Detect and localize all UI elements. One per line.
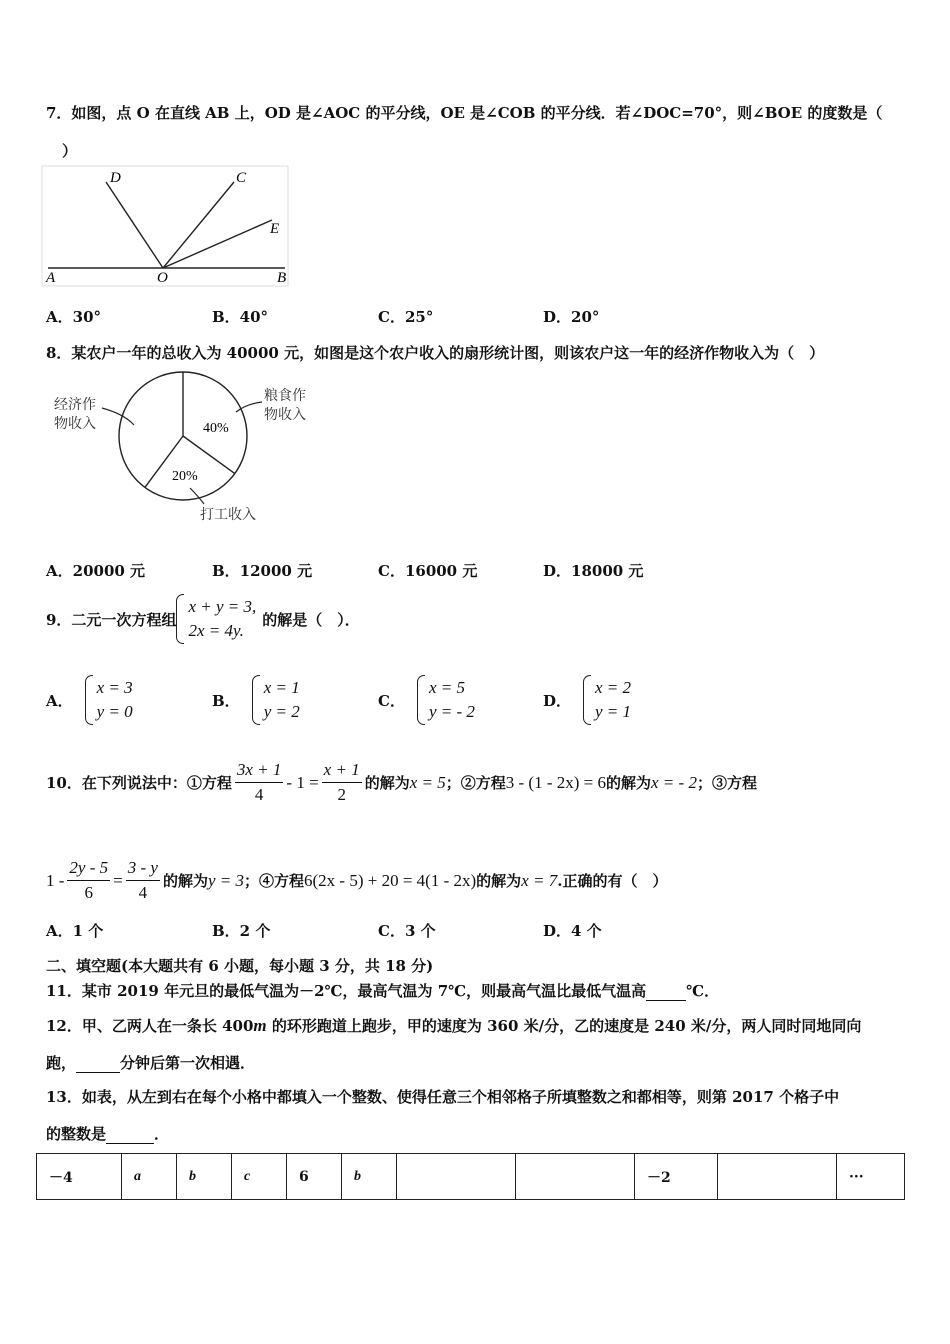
q10-frac3 bbox=[67, 858, 110, 903]
q10-t3: ；②方程 bbox=[445, 774, 506, 792]
q9-option-b[interactable] bbox=[212, 675, 300, 725]
q9-option-a-row1: x = 3 bbox=[96, 678, 133, 697]
q8-option-c[interactable]: C．16000 元 bbox=[378, 562, 478, 580]
q10-sol1: x = 5 bbox=[409, 772, 446, 792]
q10-frac1-den: 4 bbox=[254, 785, 264, 804]
q10-option-d[interactable]: D．4 个 bbox=[543, 922, 602, 940]
ray-oc bbox=[163, 182, 234, 268]
grid-cell-11: ··· bbox=[837, 1154, 905, 1200]
grid-cell-8 bbox=[516, 1154, 635, 1200]
q7-stem-end: ） bbox=[62, 142, 78, 160]
q10-frac4-num: 3 - y bbox=[126, 858, 160, 881]
q10-line1 bbox=[46, 760, 757, 805]
q8-option-d[interactable]: D．18000 元 bbox=[543, 562, 644, 580]
q10-frac1 bbox=[235, 760, 284, 805]
label-b: B bbox=[277, 270, 287, 286]
grid-cell-2: a bbox=[122, 1154, 177, 1200]
grid-cell-7 bbox=[397, 1154, 516, 1200]
q10-eq2: 3 - (1 - 2x) = 6 bbox=[505, 772, 606, 792]
q9-system bbox=[176, 594, 256, 644]
q9-option-c-row1: x = 5 bbox=[428, 678, 465, 697]
q7-option-b[interactable]: B．40° bbox=[212, 308, 269, 326]
q9-system-row2: 2x = 4y. bbox=[188, 621, 244, 640]
q10-frac2-den: 2 bbox=[337, 785, 346, 804]
q10-t9: .正确的有（ ） bbox=[557, 872, 668, 890]
q9-option-b-row2: y = 2 bbox=[263, 702, 300, 721]
q9-stem bbox=[46, 594, 360, 644]
label-grain-line2: 物收入 bbox=[264, 407, 306, 423]
grid-cell-6: b bbox=[342, 1154, 397, 1200]
q9-option-a[interactable] bbox=[46, 675, 133, 725]
q10-t8: 的解为 bbox=[476, 872, 522, 890]
q13-number-grid bbox=[36, 1153, 905, 1200]
q11-suffix: ℃． bbox=[686, 982, 720, 1000]
q8-pie-chart bbox=[40, 362, 340, 530]
label-economic-line2: 物收入 bbox=[54, 416, 96, 432]
q9-option-a-letter: A． bbox=[46, 691, 73, 710]
ray-od bbox=[106, 182, 163, 268]
grid-cell-9: －2 bbox=[635, 1154, 718, 1200]
grid-cell-10 bbox=[718, 1154, 837, 1200]
q10-t1: 10．在下列说法中：①方程 bbox=[46, 774, 232, 792]
q9-option-d-row2: y = 1 bbox=[595, 702, 632, 721]
grid-cell-5: 6 bbox=[287, 1154, 342, 1200]
grid-cell-4: c bbox=[232, 1154, 287, 1200]
q10-t2: 的解为 bbox=[364, 774, 410, 792]
q11-text: 11．某市 2019 年元旦的最低气温为－2℃，最高气温为 7℃，则最高气温比最低气温高 bbox=[46, 982, 647, 1000]
q10-sol2: x = - 2 bbox=[651, 772, 697, 792]
q12-line1-a: 12．甲、乙两人在一条长 400 bbox=[46, 1017, 254, 1035]
label-grain-line1: 粮食作 bbox=[264, 388, 306, 404]
q9-option-c-letter: C． bbox=[378, 691, 405, 710]
q10-frac4-den: 4 bbox=[138, 883, 148, 902]
q10-frac3-den: 6 bbox=[84, 883, 94, 902]
q10-t4: 的解为 bbox=[606, 774, 652, 792]
label-d: D bbox=[110, 170, 121, 186]
leader-economic bbox=[102, 408, 134, 425]
q9-option-d-letter: D． bbox=[543, 691, 572, 710]
q8-stem: 8．某农户一年的总收入为 40000 元，如图是这个农户收入的扇形统计图，则该农户这一年的经济作物收入为（ ） bbox=[46, 344, 825, 362]
q12-line2-a: 跑， bbox=[46, 1054, 77, 1072]
q10-eq4: 6(2x - 5) + 20 = 4(1 - 2x) bbox=[304, 870, 477, 890]
q13-answer-blank[interactable] bbox=[106, 1125, 154, 1144]
label-work: 打工收入 bbox=[200, 507, 256, 523]
q9-option-d-row1: x = 2 bbox=[595, 678, 632, 697]
q7-option-d[interactable]: D．20° bbox=[543, 308, 600, 326]
grid-cell-1: －4 bbox=[37, 1154, 122, 1200]
q10-pre: 1 - bbox=[46, 870, 65, 890]
q12-unit: m bbox=[253, 1016, 267, 1035]
q9-option-d[interactable] bbox=[543, 675, 631, 725]
q10-sol4: x = 7 bbox=[521, 870, 558, 890]
q10-option-b[interactable]: B．2 个 bbox=[212, 922, 271, 940]
label-o: O bbox=[157, 270, 168, 286]
q12-line2 bbox=[46, 1052, 255, 1073]
q10-t7: ；④方程 bbox=[244, 872, 305, 890]
q10-frac2 bbox=[322, 760, 362, 805]
q7-option-c[interactable]: C．25° bbox=[378, 308, 434, 326]
q8-option-b[interactable]: B．12000 元 bbox=[212, 562, 313, 580]
leader-work bbox=[190, 488, 204, 504]
q13-line2-a: 的整数是 bbox=[46, 1125, 107, 1143]
q10-eqs: = bbox=[113, 870, 123, 890]
q7-stem: 7．如图，点 O 在直线 AB 上，OD 是∠AOC 的平分线，OE 是∠COB 的平分线．若∠DOC=70°，则∠BOE 的度数是（ bbox=[46, 104, 883, 122]
q13-line2-b: ． bbox=[154, 1125, 170, 1143]
q9-system-row1: x + y = 3, bbox=[188, 597, 257, 616]
slice-label-grain-pct: 40% bbox=[203, 421, 229, 436]
q10-frac2-num: x + 1 bbox=[322, 760, 362, 783]
q9-option-a-row2: y = 0 bbox=[96, 702, 133, 721]
q10-option-c[interactable]: C．3 个 bbox=[378, 922, 436, 940]
q10-sol3: y = 3 bbox=[207, 870, 244, 890]
q9-option-b-row1: x = 1 bbox=[263, 678, 300, 697]
q9-option-c-row2: y = - 2 bbox=[428, 702, 475, 721]
q12-line2-b: 分钟后第一次相遇． bbox=[120, 1054, 256, 1072]
q12-line1-b: 的环形跑道上跑步，甲的速度为 360 米/分，乙的速度是 240 米/分，两人同时同地同向 bbox=[266, 1017, 862, 1035]
grid-cell-3: b bbox=[177, 1154, 232, 1200]
q10-option-a[interactable]: A．1 个 bbox=[46, 922, 104, 940]
q9-prefix: 9．二元一次方程组 bbox=[46, 610, 177, 629]
q12-line1 bbox=[46, 1015, 861, 1036]
q9-suffix: 的解是（ ）． bbox=[262, 610, 360, 629]
q11 bbox=[46, 980, 719, 1001]
slice-label-work-pct: 20% bbox=[172, 469, 198, 484]
pie-divider-lower-right bbox=[183, 436, 235, 474]
label-e: E bbox=[270, 221, 280, 237]
q10-t5: ；③方程 bbox=[696, 774, 757, 792]
q9-option-b-letter: B． bbox=[212, 691, 240, 710]
q13-line1: 13．如表，从左到右在每个小格中都填入一个整数、使得任意三个相邻格子所填整数之和都相等，则第 2017 个格子中 bbox=[46, 1088, 840, 1106]
q7-angle-figure bbox=[40, 164, 300, 289]
q10-line2 bbox=[46, 858, 667, 903]
q9-option-c[interactable] bbox=[378, 675, 475, 725]
q10-frac1-num: 3x + 1 bbox=[235, 760, 284, 783]
q11-answer-blank[interactable] bbox=[646, 982, 686, 1001]
q10-mid1: - 1 = bbox=[286, 772, 319, 792]
label-economic-line1: 经济作 bbox=[54, 397, 96, 413]
q7-option-a[interactable]: A．30° bbox=[46, 308, 102, 326]
q12-answer-blank[interactable] bbox=[76, 1054, 120, 1073]
q10-frac4 bbox=[126, 858, 160, 903]
q13-line2 bbox=[46, 1123, 169, 1144]
q10-frac3-num: 2y - 5 bbox=[67, 858, 110, 881]
ray-oe bbox=[163, 220, 272, 268]
table-row bbox=[37, 1154, 905, 1200]
section-2-title: 二、填空题(本大题共有 6 小题，每小题 3 分，共 18 分) bbox=[46, 957, 434, 975]
label-c: C bbox=[236, 170, 247, 186]
label-a: A bbox=[46, 270, 56, 286]
q10-t6: 的解为 bbox=[162, 872, 208, 890]
q8-option-a[interactable]: A．20000 元 bbox=[46, 562, 146, 580]
